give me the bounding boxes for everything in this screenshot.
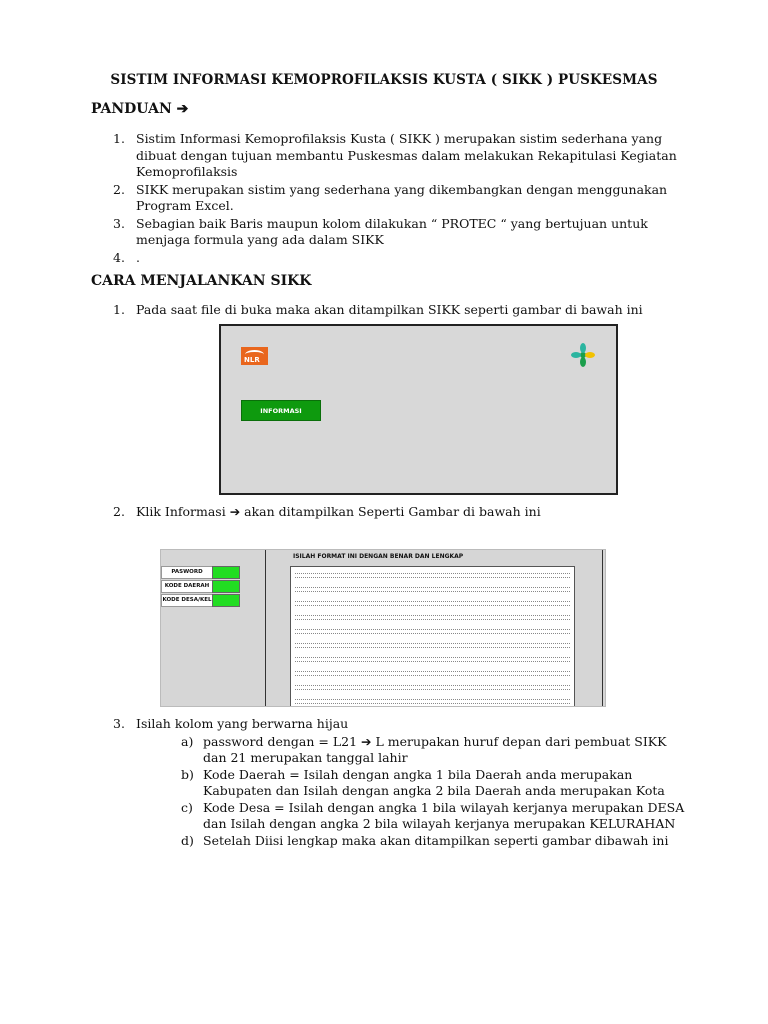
panduan-heading: PANDUAN ➔ xyxy=(91,101,189,117)
list-item-text: Sistim Informasi Kemoprofilaksis Kusta ( SIKK ) merupakan sistim sederhana yang dibuat dengan tujuan membantu Puskesmas dalam melakukan Rekapitulasi Kegiatan Kemoprofilaksis xyxy=(136,131,677,179)
list-item xyxy=(91,716,691,733)
list-item-text: SIKK merupakan sistim yang sederhana yang dikembangkan dengan menggunakan Program Excel. xyxy=(136,181,668,213)
list-item xyxy=(91,250,691,267)
sub-list-item-letter: a) xyxy=(181,733,194,749)
divider xyxy=(602,550,603,706)
list-item-number: 3. xyxy=(113,215,125,231)
password-label: PASWORD xyxy=(161,566,213,579)
informasi-button[interactable]: INFORMASI xyxy=(241,400,321,421)
list-item xyxy=(91,302,691,319)
step-2 xyxy=(91,504,691,522)
step-3 xyxy=(91,716,691,849)
list-item-number: 4. xyxy=(113,249,125,265)
screenshot-start-screen xyxy=(219,324,618,495)
table-row xyxy=(295,685,570,690)
table-row xyxy=(295,587,570,592)
form-header: ISILAH FORMAT INI DENGAN BENAR DAN LENGKAP xyxy=(293,553,464,560)
list-item xyxy=(91,182,691,215)
kode-daerah-label: KODE DAERAH xyxy=(161,580,213,593)
divider xyxy=(265,550,266,706)
list-item xyxy=(91,216,691,249)
list-item-number: 2. xyxy=(113,181,125,197)
list-item-number: 1. xyxy=(113,302,125,317)
table-row xyxy=(295,657,570,662)
sub-list-item-letter: d) xyxy=(181,832,194,848)
ministry-leaf-logo-icon xyxy=(569,343,597,367)
sub-list-item-text: Kode Daerah = Isilah dengan angka 1 bila Daerah anda merupakan Kabupaten dan Isilah dengan angka 2 bila Daerah anda merupakan Kota xyxy=(203,766,665,798)
table-row xyxy=(295,573,570,578)
table-row xyxy=(295,643,570,648)
list-item-text: Sebagian baik Baris maupun kolom dilakukan “ PROTEC “ yang bertujuan untuk menjaga formula yang ada dalam SIKK xyxy=(136,215,648,247)
nlr-logo-text: NLR xyxy=(244,356,260,364)
sub-list-item-letter: c) xyxy=(181,799,193,815)
list-item-text: Klik Informasi ➔ akan ditampilkan Seperti Gambar di bawah ini xyxy=(136,504,541,519)
screenshot-form-screen xyxy=(160,549,606,707)
list-item xyxy=(91,504,691,521)
list-item xyxy=(91,131,691,181)
table-row xyxy=(295,699,570,704)
sub-list-item-text: Kode Desa = Isilah dengan angka 1 bila wilayah kerjanya merupakan DESA dan Isilah dengan angka 2 bila wilayah kerjanya merupakan KELURAHAN xyxy=(203,799,685,831)
panduan-list xyxy=(91,131,691,267)
list-item-number: 3. xyxy=(113,716,125,731)
sub-list-item xyxy=(91,767,691,800)
list-item-text: Isilah kolom yang berwarna hijau xyxy=(136,716,349,731)
page-title: SISTIM INFORMASI KEMOPROFILAKSIS KUSTA ( SIKK ) PUSKESMAS xyxy=(110,72,658,88)
kode-desa-field[interactable] xyxy=(212,594,240,607)
info-form-table xyxy=(290,566,575,707)
list-item-text: Pada saat file di buka maka akan ditampilkan SIKK seperti gambar di bawah ini xyxy=(136,302,643,317)
sub-list-item-text: password dengan = L21 ➔ L merupakan huruf depan dari pembuat SIKK dan 21 merupakan tanggal lahir xyxy=(203,733,667,765)
list-item-number: 2. xyxy=(113,504,125,519)
table-row xyxy=(295,629,570,634)
sub-list-item xyxy=(91,833,691,850)
sub-list-item xyxy=(91,734,691,767)
password-field[interactable] xyxy=(212,566,240,579)
table-row xyxy=(295,671,570,676)
sub-list-item xyxy=(91,800,691,833)
table-row xyxy=(295,615,570,620)
table-row xyxy=(295,601,570,606)
list-item-number: 1. xyxy=(113,131,125,146)
sub-list-item-text: Setelah Diisi lengkap maka akan ditampilkan seperti gambar dibawah ini xyxy=(203,832,669,848)
nlr-logo xyxy=(241,347,268,365)
list-item-text: . xyxy=(136,249,140,265)
kode-desa-label: KODE DESA/KEL xyxy=(161,594,213,607)
sub-list-item-letter: b) xyxy=(181,766,194,782)
cara-heading: CARA MENJALANKAN SIKK xyxy=(91,273,312,289)
step-1 xyxy=(91,302,691,320)
kode-daerah-field[interactable] xyxy=(212,580,240,593)
